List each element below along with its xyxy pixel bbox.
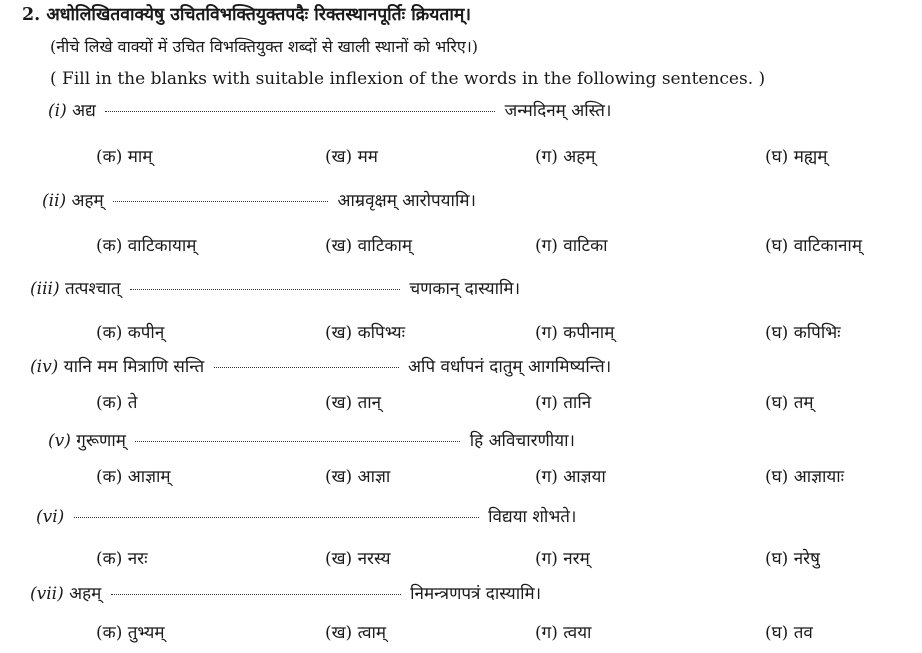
option-kha: (ख) आज्ञा — [325, 467, 391, 487]
question-title: अधोलिखितवाक्येषु उचितविभक्तियुक्तपदैः रिक्तस्थानपूर्तिः क्रियताम्। — [46, 5, 472, 25]
option-gha: (घ) मह्यम् — [765, 147, 828, 167]
blank-space — [113, 200, 328, 202]
sentence-row — [42, 190, 476, 212]
option-kha: (ख) कपिभ्यः — [325, 323, 406, 343]
sentence-row — [36, 506, 576, 528]
blank-space — [105, 110, 495, 112]
option-kha: (ख) नरस्य — [325, 549, 391, 569]
sentence-row — [30, 356, 611, 378]
option-gha: (घ) तम् — [765, 393, 814, 413]
blank-space — [135, 440, 460, 442]
option-ga: (ग) अहम् — [535, 147, 596, 167]
option-ga: (ग) वाटिका — [535, 236, 608, 256]
question-number: 2. — [22, 5, 41, 25]
option-kha: (ख) वाटिकाम् — [325, 236, 413, 256]
option-ka: (क) माम् — [96, 147, 153, 167]
sentence-before: यानि मम मित्राणि सन्ति — [63, 357, 205, 377]
option-ga: (ग) आज्ञया — [535, 467, 606, 487]
item-number: (iii) — [30, 279, 60, 299]
option-ka: (क) कपीन् — [96, 323, 165, 343]
item-number: (iv) — [30, 357, 59, 377]
option-ga: (ग) नरम् — [535, 549, 590, 569]
option-ka: (क) आज्ञाम् — [96, 467, 171, 487]
blank-space — [111, 593, 401, 595]
item-number: (i) — [48, 101, 67, 121]
sentence-row — [30, 583, 541, 605]
item-number: (v) — [48, 431, 71, 451]
option-ga: (ग) कपीनाम् — [535, 323, 615, 343]
option-gha: (घ) नरेषु — [765, 549, 820, 569]
sentence-after: हि अविचारणीया। — [469, 431, 575, 451]
sentence-before: तत्पश्चात् — [64, 279, 121, 299]
option-ga: (ग) तानि — [535, 393, 592, 413]
item-number: (ii) — [42, 191, 67, 211]
option-kha: (ख) मम — [325, 147, 378, 167]
option-kha: (ख) त्वाम् — [325, 623, 387, 643]
option-ka: (क) नरः — [96, 549, 148, 569]
sentence-after: जन्मदिनम् अस्ति। — [504, 101, 612, 121]
sentence-after: निमन्त्रणपत्रं दास्यामि। — [410, 584, 542, 604]
hindi-instruction: (नीचे लिखे वाक्यों में उचित विभक्तियुक्त शब्दों से खाली स्थानों को भरिए।) — [50, 37, 479, 56]
option-gha: (घ) कपिभिः — [765, 323, 841, 343]
blank-space — [74, 516, 479, 518]
option-kha: (ख) तान् — [325, 393, 382, 413]
blank-space — [214, 366, 399, 368]
sentence-after: चणकान् दास्यामि। — [409, 279, 521, 299]
sentence-after: अपि वर्धापनं दातुम् आगमिष्यन्ति। — [408, 357, 612, 377]
sentence-row — [48, 100, 611, 122]
sentence-after: विद्यया शोभते। — [488, 507, 577, 527]
option-gha: (घ) वाटिकानाम् — [765, 236, 863, 256]
sentence-row — [48, 430, 575, 452]
sentence-after: आम्रवृक्षम् आरोपयामि। — [337, 191, 476, 211]
option-ka: (क) तुभ्यम् — [96, 623, 165, 643]
sentence-row — [30, 278, 520, 300]
item-number: (vii) — [30, 584, 64, 604]
option-ga: (ग) त्वया — [535, 623, 592, 643]
blank-space — [130, 288, 400, 290]
option-gha: (घ) आज्ञायाः — [765, 467, 845, 487]
question-heading — [22, 4, 471, 26]
option-gha: (घ) तव — [765, 623, 813, 643]
sentence-before: अहम् — [71, 191, 104, 211]
option-ka: (क) वाटिकायाम् — [96, 236, 197, 256]
english-instruction: ( Fill in the blanks with suitable inflexion of the words in the following sentences. ) — [50, 69, 766, 89]
sentence-before: अद्य — [72, 101, 96, 121]
item-number: (vi) — [36, 507, 65, 527]
sentence-before: गुरूणाम् — [76, 431, 126, 451]
option-ka: (क) ते — [96, 393, 138, 413]
sentence-before: अहम् — [69, 584, 102, 604]
